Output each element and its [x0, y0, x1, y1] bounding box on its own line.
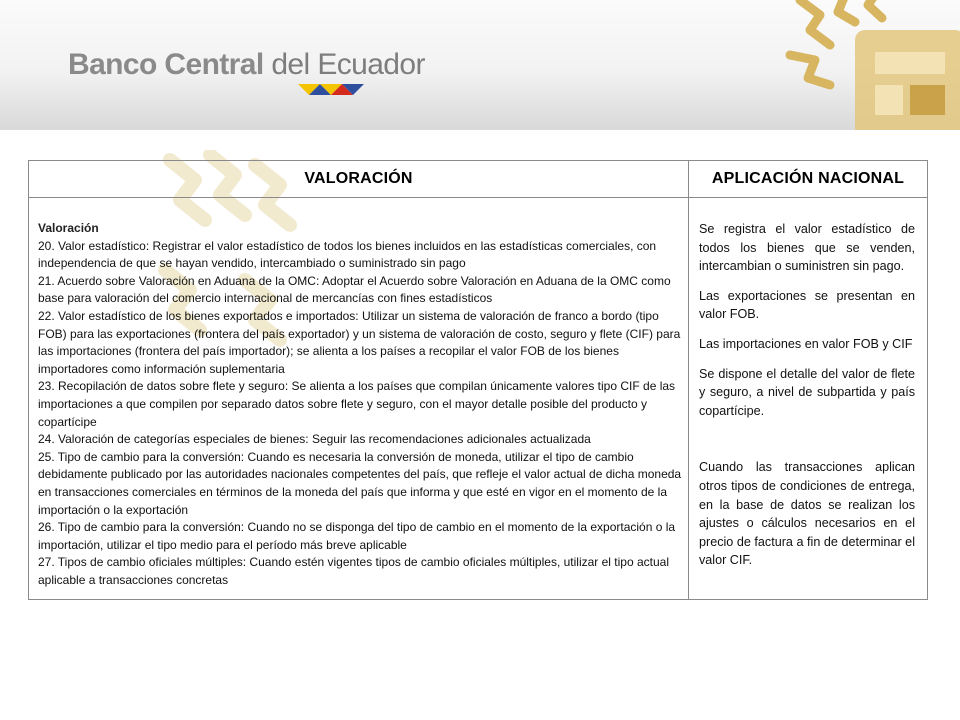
valoracion-title: Valoración — [38, 221, 99, 235]
logo-bold-text: Banco Central — [68, 48, 264, 81]
item-26: 26. Tipo de cambio para la conversión: Cuando no se disponga del tipo de cambio en el momento de la exportación o la importación, utilizar el tipo medio para el período más breve aplicable — [38, 520, 676, 552]
table-body-row — [29, 198, 928, 600]
valoracion-cell — [29, 198, 689, 600]
national-note-3: Las importaciones en valor FOB y CIF — [699, 336, 913, 351]
bank-logo-text — [68, 48, 425, 82]
item-20: 20. Valor estadístico: Registrar el valor estadístico de todos los bienes incluidos en las estadísticas comerciales, con independencia de que se hayan vendido, intercambiado o suministrado sin pago — [38, 238, 657, 271]
aplicacion-nacional-cell — [689, 198, 928, 600]
item-22: 22. Valor estadístico de los bienes exportados e importados: Utilizar un sistema de valoración de franco a bordo (tipo FOB) para las exportaciones (frontera del país exportador) y un sistema de valoración de costo, seguro y flete (CIF) para las importaciones (frontera del país importador); se alienta a los países a recopilar el valor FOB de los bienes importadores como información suplementaria — [38, 308, 681, 376]
sun-emblem-icon — [760, 0, 960, 130]
valuation-table — [28, 160, 928, 600]
national-note-4: Se dispone el detalle del valor de flete y seguro, a nivel de subpartida y país copartícipe. — [699, 366, 915, 418]
item-21: 21. Acuerdo sobre Valoración en Aduana de la OMC: Adoptar el Acuerdo sobre Valoración en Aduana de la OMC como base para valoración del comercio internacional de mercancías con fines estadísticos — [38, 273, 671, 306]
national-note-5: Cuando las transacciones aplican otros tipos de condiciones de entrega, en la base de datos se realizan los ajustes o cálculos necesarios en el precio de factura a fin de determinar el valor CIF. — [699, 460, 915, 568]
ecuador-flag-mark-icon — [298, 84, 368, 96]
header-aplicacion-nacional: APLICACIÓN NACIONAL — [689, 161, 928, 198]
header-banner — [0, 0, 960, 130]
item-23: 23. Recopilación de datos sobre flete y seguro: Se alienta a los países que compilan únicamente valores tipo CIF de las importaciones a que compilen por separado datos sobre flete y seguro, con el mayor detalle posible del producto y copartícipe — [38, 379, 676, 429]
item-24: 24. Valoración de categorías especiales de bienes: Seguir las recomendaciones adicionales actualizada — [38, 432, 591, 447]
item-25: 25. Tipo de cambio para la conversión: Cuando es necesaria la conversión de moneda, utilizar el tipo de cambio debidamente publicado por las autoridades nacionales competentes del país, que refleje el valor actual de dicha moneda en transacciones comerciales en términos de la moneda del país que informa y que esté en vigor en el momento de la importación o la exportación — [38, 449, 682, 517]
national-note-1: Se registra el valor estadístico de todos los bienes que se venden, intercambian o suministren sin pago. — [699, 222, 915, 274]
table-header-row — [29, 161, 928, 198]
header-valoracion: VALORACIÓN — [29, 161, 689, 198]
item-27: 27. Tipos de cambio oficiales múltiples: Cuando estén vigentes tipos de cambio oficiales múltiples, utilizar el tipo actual aplicable a transacciones concretas — [38, 555, 669, 587]
logo-light-text: del Ecuador — [271, 48, 425, 81]
national-note-2: Las exportaciones se presentan en valor FOB. — [699, 288, 915, 322]
